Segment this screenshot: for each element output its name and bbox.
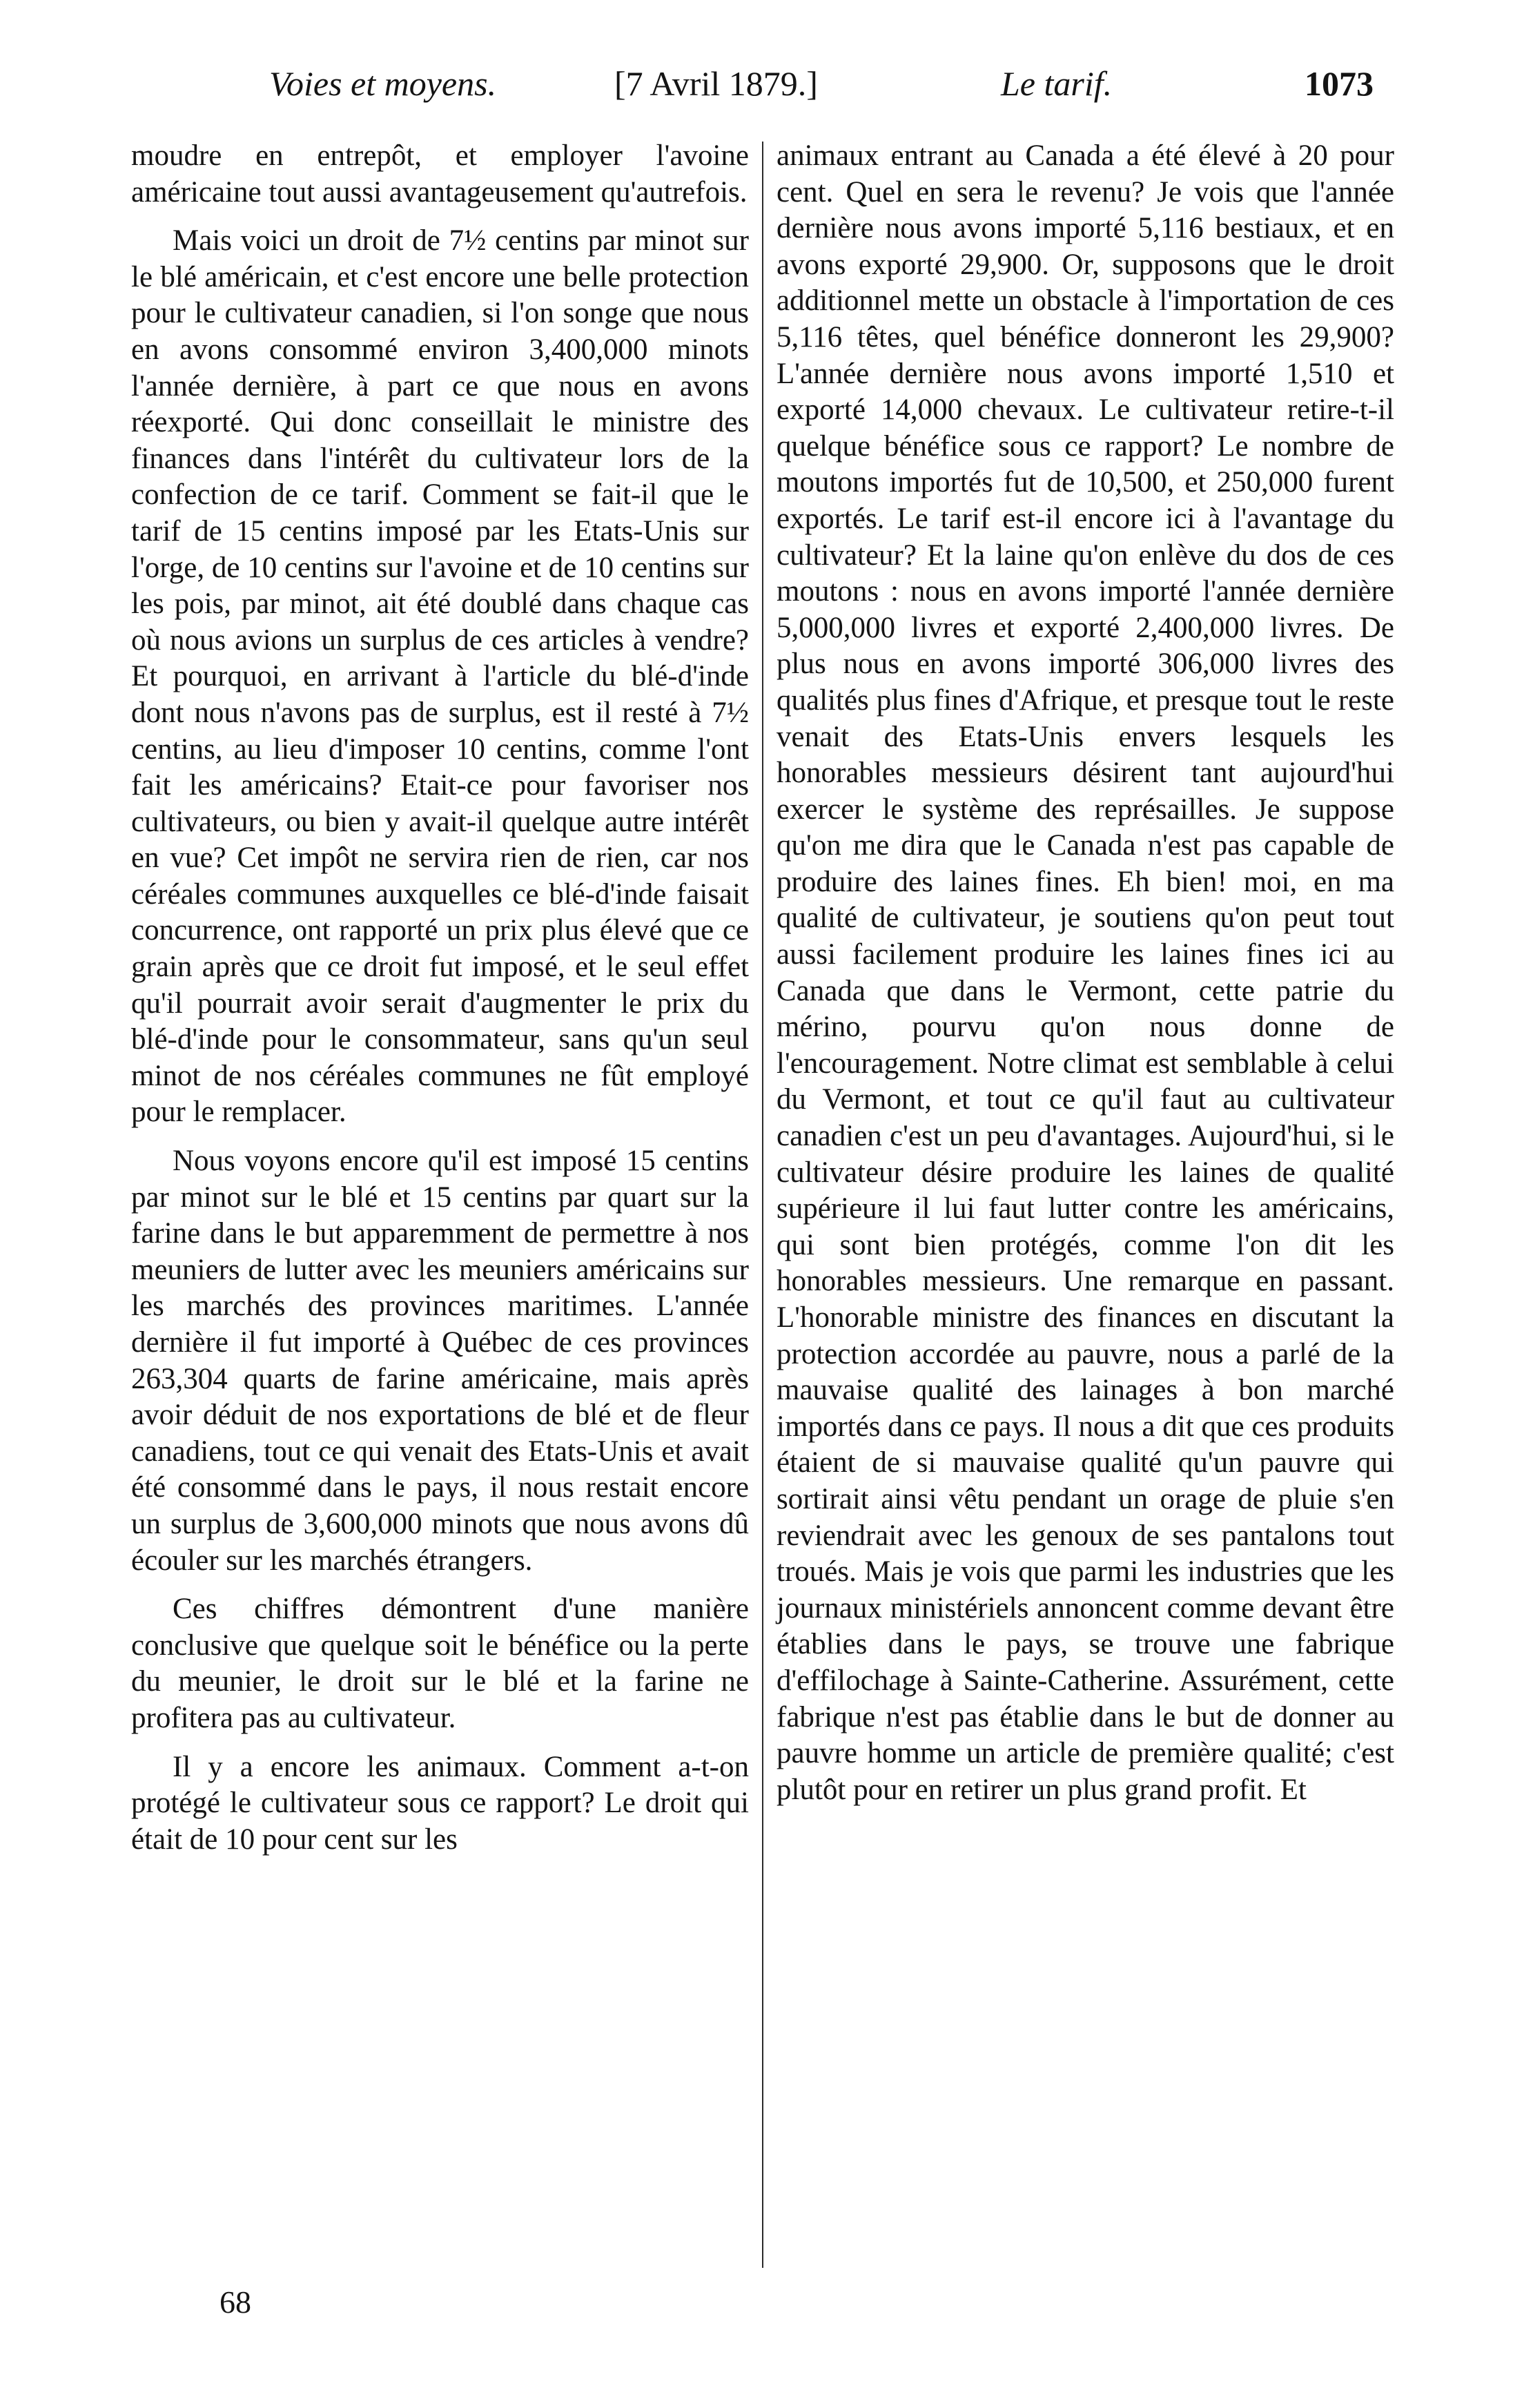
right-text-column [777,138,1394,1808]
column-divider [762,142,763,2268]
paragraph: Mais voici un droit de 7½ centins par minot sur le blé américain, et c'est encore une belle protection pour le cultivateur canadien, si l'on songe que nous en avons consommé environ 3,400,000 minots l'année dernière, à part ce que nous en avons réexporté. Qui donc conseillait le ministre des finances dans l'intérêt du cultivateur lors de la confection de ce tarif. Comment se fait-il que le tarif de 15 centins imposé par les Etats-Unis sur l'orge, de 10 centins sur l'avoine et de 10 centins sur les pois, par minot, ait été doublé dans chaque cas où nous avions un surplus de ces articles à vendre? Et pourquoi, en arrivant à l'article du blé-d'inde dont nous n'avons pas de surplus, est il resté à 7½ centins, au lieu d'imposer 10 centins, comme l'ont fait les américains? Etait-ce pour favoriser nos cultivateurs, ou bien y avait-il quelque autre intérêt en vue? Cet impôt ne servira rien de rien, car nos céréales communes auxquelles ce blé-d'inde faisait concurrence, ont rapporté un prix plus élevé que ce grain après que ce droit fut imposé, et le seul effet qu'il pourrait avoir serait d'augmenter le prix du blé-d'inde pour le consommateur, sans qu'un seul minot de nos céréales communes ne fût employé pour le remplacer. [131,224,749,1129]
paragraph: animaux entrant au Canada a été élevé à 20 pour cent. Quel en sera le revenu? Je vois que l'année dernière nous avons importé 5,116 bestiaux, et en avons exporté 29,900. Or, supposons que le droit additionnel mette un obstacle à l'importation de ces 5,116 têtes, quel bénéfice donneront les 29,900? L'année dernière nous avons importé 1,510 et exporté 14,000 chevaux. Le cultivateur retire-t-il quelque bénéfice sous ce rapport? Le nombre de moutons importés fut de 10,500, et 250,000 furent exportés. Le tarif est-il encore ici à l'avantage du cultivateur? Et la laine qu'on enlève du dos de ces moutons : nous en avons importé l'année dernière 5,000,000 livres et exporté 2,400,000 livres. De plus nous en avons importé 306,000 livres des qualités plus fines d'Afrique, et presque tout le reste venait des Etats-Unis envers lesquels les honorables messieurs désirent tant aujourd'hui exercer le système des représailles. Je suppose qu'on me dira que le Canada n'est pas capable de produire des laines fines. Eh bien! moi, en ma qualité de cultivateur, je soutiens qu'on peut tout aussi facilement produire les laines fines ici au Canada que dans le Vermont, cette patrie du mérino, pourvu qu'on nous donne de l'encouragement. Notre climat est semblable à celui du Vermont, et tout ce qu'il faut au cultivateur canadien c'est un peu d'avantages. Aujourd'hui, si le cultivateur désire produire les laines de qualité supérieure il lui faut lutter contre les américains, qui sont bien protégés, comme l'on dit les honorables messieurs. Une remarque en passant. L'honorable ministre des finances en discutant la protection accordée au pauvre, nous a parlé de la mauvaise qualité des lainages à bon marché importés dans ce pays. Il nous a dit que ces produits étaient de si mauvaise qualité qu'un pauvre qui sortirait ainsi vêtu pendant un orage de pluie s'en reviendrait avec les genoux de ses pantalons tout troués. Mais je vois que parmi les industries que les journaux ministériels annoncent comme devant être établies dans le pays, se trouve une fabrique d'effilochage à Sainte-Catherine. Assurément, cette fabrique n'est pas établie dans le but de donner au pauvre homme un article de première qualité; c'est plutôt pour en retirer un plus grand profit. Et [777,139,1394,1806]
paragraph: Ces chiffres démontrent d'une manière conclusive que quelque soit le bénéfice ou la perte du meunier, le droit sur le blé et la farine ne profitera pas au cultivateur. [131,1593,749,1734]
left-text-column [131,138,749,1858]
page-number: 1073 [1305,64,1374,103]
paragraph: moudre en entrepôt, et employer l'avoine américaine tout aussi avantageusement qu'autrefois. [131,139,749,208]
footer-number: 68 [219,2284,251,2320]
running-header [0,64,1533,119]
paragraph: Il y a encore les animaux. Comment a-t-on protégé le cultivateur sous ce rapport? Le droit qui était de 10 pour cent sur les [131,1750,749,1856]
header-section-title: Voies et moyens. [269,64,497,103]
header-date: [7 Avril 1879.] [614,64,818,103]
paragraph: Nous voyons encore qu'il est imposé 15 centins par minot sur le blé et 15 centins par quart sur la farine dans le but apparemment de permettre à nos meuniers de lutter avec les meuniers américains sur les marchés des provinces maritimes. L'année dernière il fut importé à Québec de ces provinces 263,304 quarts de farine américaine, mais après avoir déduit de nos exportations de blé et de fleur canadiens, tout ce qui venait des Etats-Unis et avait été consommé dans le pays, il nous restait encore un surplus de 3,600,000 minots que nous avons dû écouler sur les marchés étrangers. [131,1145,749,1577]
header-topic: Le tarif. [1001,64,1113,103]
